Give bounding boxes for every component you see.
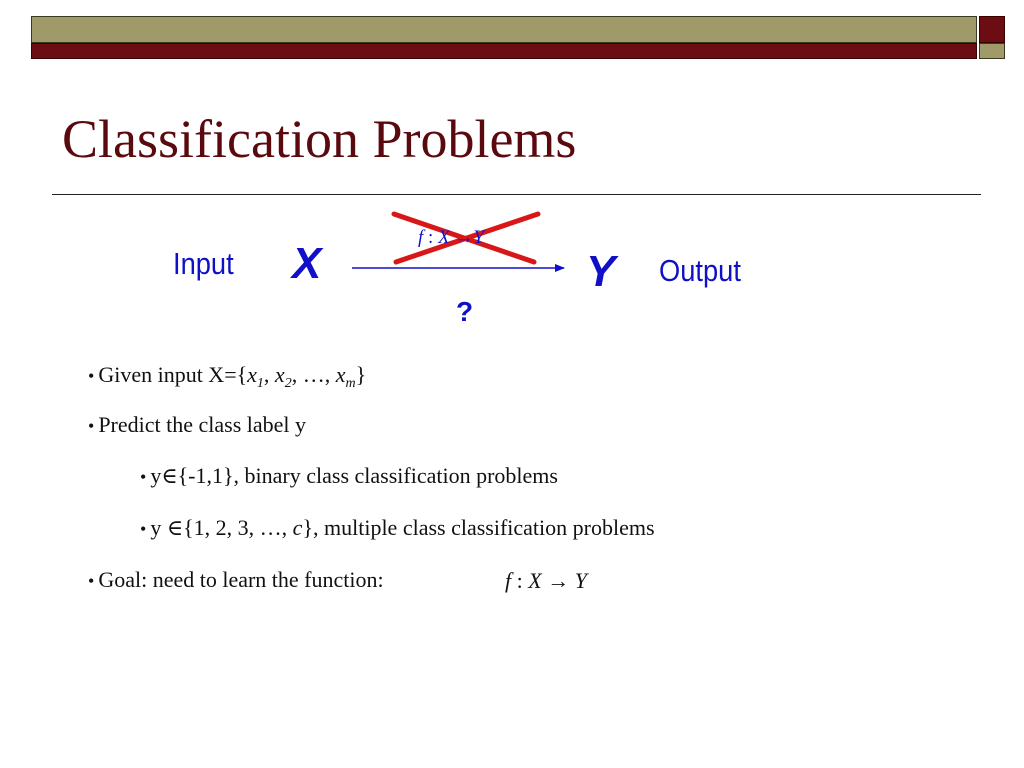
bullet-binary-class: • y∈{-1,1}, binary class classification problems: [140, 463, 558, 488]
bullet-goal: • Goal: need to learn the function:: [88, 567, 384, 592]
slide-title: Classification Problems: [62, 109, 577, 169]
bullet-given-input: • Given input $X=\{x_1$, $x_2$, …, $x_m$}: [88, 362, 367, 391]
x-symbol: X: [292, 239, 322, 288]
bullet-predict-label: • Predict the class label y: [88, 412, 307, 437]
input-label: Input: [173, 246, 234, 281]
bullet-multiple-class: • y ∈{1, 2, 3, …, c}, multiple class classification problems: [140, 515, 655, 540]
question-mark: ?: [456, 296, 474, 327]
goal-formula: f : X → Y: [505, 568, 587, 593]
crossed-out-formula: f : X →Y: [418, 227, 484, 248]
output-label: Output: [659, 253, 741, 288]
y-symbol: Y: [586, 247, 616, 296]
